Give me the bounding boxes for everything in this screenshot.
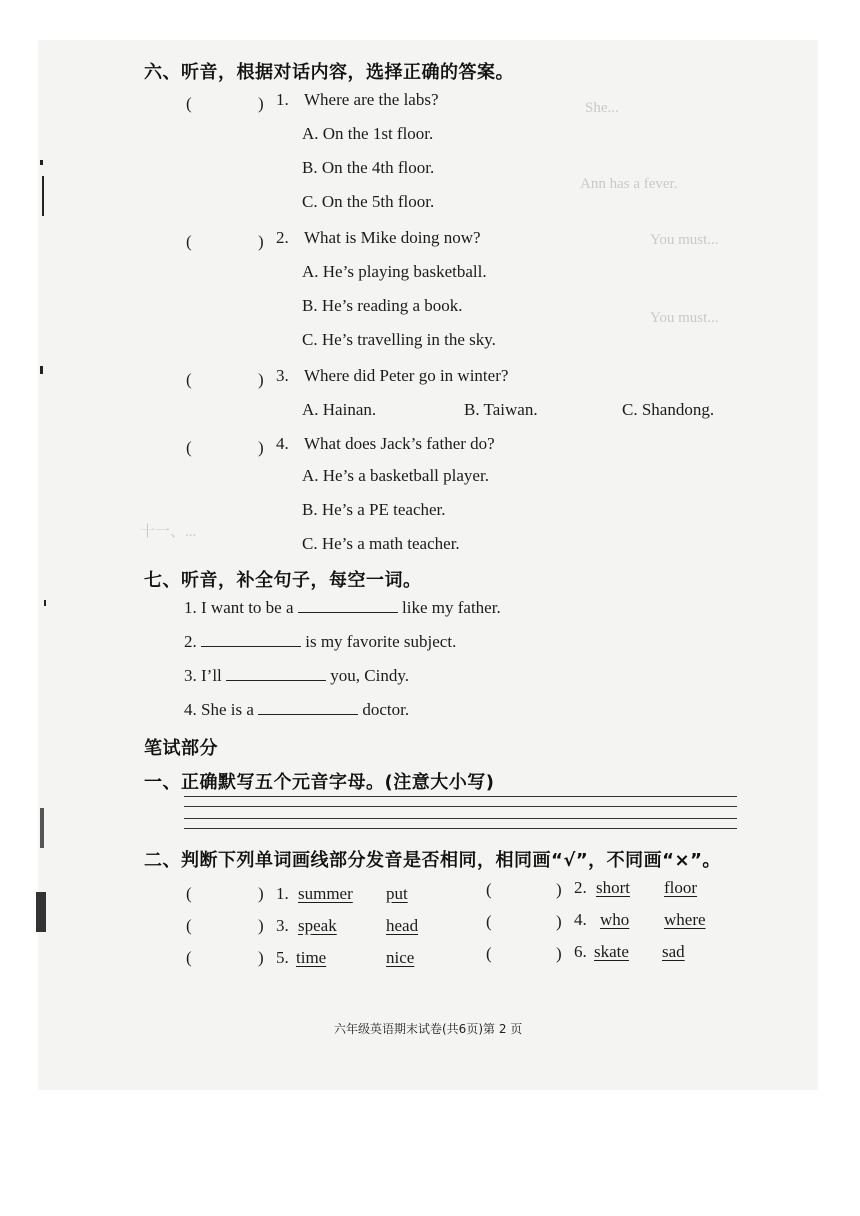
sentence-end: is my favorite subject. (305, 632, 457, 651)
question-number: 3. (276, 366, 289, 385)
writing-line[interactable] (184, 796, 737, 797)
answer-paren-open: ( (186, 884, 192, 903)
item-number: 2. (574, 878, 587, 897)
bleed-through-text: She... (585, 100, 619, 116)
bleed-through-text: Ann has a fever. (580, 176, 678, 192)
margin-mark (44, 600, 46, 606)
answer-paren-close: ) (556, 880, 562, 899)
item-number: 4. (574, 910, 587, 929)
word: put (386, 884, 408, 903)
word: sad (662, 942, 685, 961)
margin-blot (36, 892, 46, 932)
answer-paren-open: ( (486, 912, 492, 931)
question-text: Where did Peter go in winter? (304, 366, 509, 385)
answer-paren-open: ( (486, 944, 492, 963)
answer-paren-close: ) (258, 94, 264, 113)
word: short (596, 878, 630, 897)
question-text: Where are the labs? (304, 90, 439, 109)
option: A. He’s a basketball player. (302, 466, 489, 485)
answer-paren-open: ( (186, 438, 192, 457)
answer-paren-open: ( (186, 94, 192, 113)
answer-paren-open: ( (186, 916, 192, 935)
bleed-through-text: 十一、... (140, 524, 197, 540)
question-number: 2. (276, 228, 289, 247)
fill-sentence (184, 598, 501, 618)
answer-paren-open: ( (486, 880, 492, 899)
answer-blank[interactable] (258, 700, 358, 715)
answer-blank[interactable] (226, 666, 326, 681)
sentence-end: you, Cindy. (330, 666, 409, 685)
word: summer (298, 884, 353, 903)
written-one-title: 一、正确默写五个元音字母。(注意大小写) (144, 772, 495, 793)
margin-mark (40, 366, 43, 374)
question-number: 4. (276, 434, 289, 453)
option: B. On the 4th floor. (302, 158, 435, 177)
answer-paren-open: ( (186, 232, 192, 251)
answer-paren-close: ) (258, 232, 264, 251)
question-number: 1. (276, 90, 289, 109)
sentence-start: 1. I want to be a (184, 598, 294, 617)
section-six-title: 六、听音，根据对话内容，选择正确的答案。 (144, 62, 514, 83)
page-footer: 六年级英语期末试卷(共6页)第 2 页 (334, 1022, 523, 1036)
item-number: 6. (574, 942, 587, 961)
word: time (296, 948, 327, 967)
word: head (386, 916, 419, 935)
sentence-start: 4. She is a (184, 700, 254, 719)
word: floor (664, 878, 698, 897)
answer-paren-close: ) (258, 438, 264, 457)
answer-paren-close: ) (556, 944, 562, 963)
answer-paren-close: ) (258, 884, 264, 903)
writing-line[interactable] (184, 806, 737, 807)
word: speak (298, 916, 337, 935)
option: C. He’s a math teacher. (302, 534, 460, 553)
option: C. Shandong. (622, 400, 715, 419)
question-text: What is Mike doing now? (304, 228, 481, 247)
sentence-end: like my father. (402, 598, 501, 617)
written-part-title: 笔试部分 (144, 738, 218, 759)
bleed-through-text: You must... (650, 232, 719, 248)
option: B. Taiwan. (464, 400, 538, 419)
question-text: What does Jack’s father do? (304, 434, 495, 453)
option: A. On the 1st floor. (302, 124, 434, 143)
sentence-start: 3. I’ll (184, 666, 222, 685)
sentence-start: 2. (184, 632, 197, 651)
option: C. He’s travelling in the sky. (302, 330, 496, 349)
fill-sentence (184, 632, 456, 652)
word: nice (386, 948, 415, 967)
item-number: 5. (276, 948, 289, 967)
answer-paren-open: ( (186, 948, 192, 967)
section-seven-title: 七、听音，补全句子，每空一词。 (144, 570, 422, 591)
option: B. He’s reading a book. (302, 296, 463, 315)
answer-blank[interactable] (201, 632, 301, 647)
written-two-title: 二、判断下列单词画线部分发音是否相同，相同画“√”，不同画“×”。 (144, 850, 721, 871)
item-number: 3. (276, 916, 289, 935)
writing-line[interactable] (184, 828, 737, 829)
margin-bar (40, 808, 44, 848)
fill-sentence (184, 666, 409, 686)
word: skate (594, 942, 629, 961)
fill-sentence (184, 700, 409, 720)
answer-paren-open: ( (186, 370, 192, 389)
option: A. He’s playing basketball. (302, 262, 487, 281)
sentence-end: doctor. (362, 700, 410, 719)
writing-line[interactable] (184, 818, 737, 819)
option: C. On the 5th floor. (302, 192, 435, 211)
option: A. Hainan. (302, 400, 377, 419)
answer-paren-close: ) (258, 948, 264, 967)
answer-blank[interactable] (298, 598, 398, 613)
answer-paren-close: ) (258, 370, 264, 389)
margin-mark (40, 160, 43, 165)
word: where (664, 910, 706, 929)
answer-paren-close: ) (258, 916, 264, 935)
answer-paren-close: ) (556, 912, 562, 931)
margin-bracket (42, 176, 44, 216)
option: B. He’s a PE teacher. (302, 500, 446, 519)
item-number: 1. (276, 884, 289, 903)
word: who (600, 910, 630, 929)
bleed-through-text: You must... (650, 310, 719, 326)
